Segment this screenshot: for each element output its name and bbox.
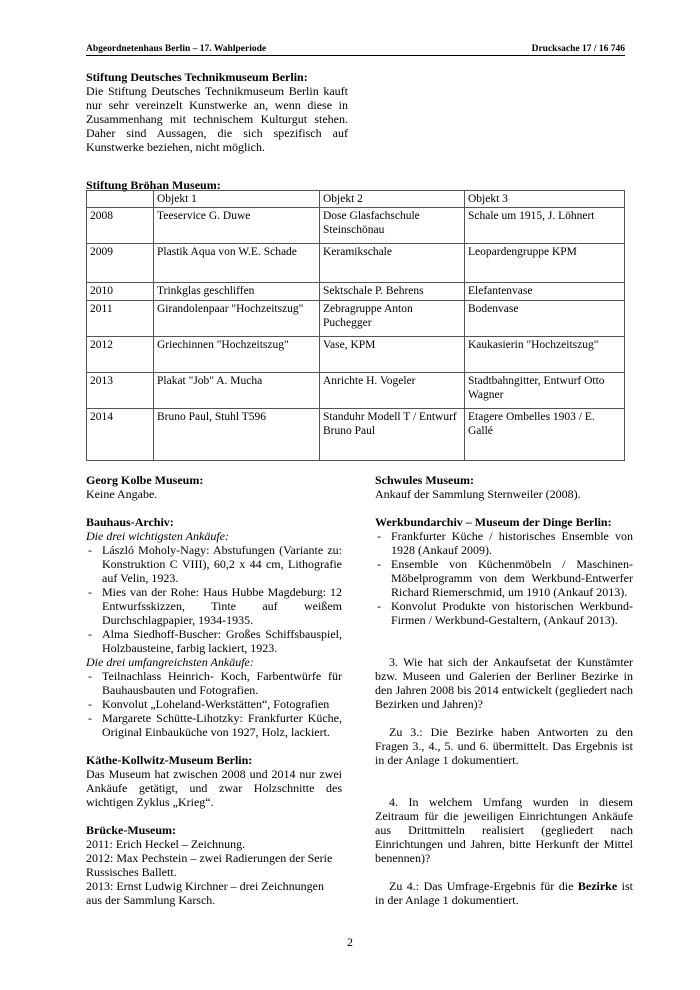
table-cell: Schale um 1915, J. Löhnert bbox=[465, 208, 625, 244]
table-cell: 2014 bbox=[87, 409, 154, 461]
list-item: - Mies van der Rohe: Haus Hubbe Magdeburg: 12 Entwurfsskizzen, Tinte auf weißem Durchschlagpapier, 1934-1935. bbox=[86, 585, 342, 627]
list-item: - Margarete Schütte-Lihotzky: Frankfurter Küche, Original Einbauküche von 1927, Holz, lackiert. bbox=[86, 711, 342, 739]
header-rule bbox=[86, 55, 625, 56]
list-item: - Teilnachlass Heinrich- Koch, Farbentwürfe für Bauhausbauten und Fotografien. bbox=[86, 669, 342, 697]
technik-title: Stiftung Deutsches Technikmuseum Berlin: bbox=[86, 70, 308, 84]
bauhaus-list-2 bbox=[86, 669, 342, 739]
header-right: Drucksache 17 / 16 746 bbox=[531, 44, 625, 54]
table-cell: Trinkglas geschliffen bbox=[154, 283, 320, 301]
table-cell: 2008 bbox=[87, 208, 154, 244]
table-cell: Bodenvase bbox=[465, 301, 625, 337]
right-column bbox=[375, 473, 633, 907]
technik-text: Die Stiftung Deutsches Technikmuseum Berlin kauft nur sehr vereinzelt Kunstwerke an, wenn diese in Zusammenhang mit technischem Kulturgut stehen. Daher sind Aussagen, die sich spezifisch auf Kunstwerke beziehen, nicht möglich. bbox=[86, 84, 348, 154]
answer-4-pre: Zu 4.: Das Umfrage-Ergebnis für die bbox=[389, 879, 578, 893]
table-cell: 2011 bbox=[87, 301, 154, 337]
question-3: 3. Wie hat sich der Ankaufsetat der Kunstämter bzw. Museen und Galerien der Berliner Bezirke in den Jahren 2008 bis 2014 entwickelt (gegliedert nach Bezirken und Jahren)? bbox=[375, 655, 633, 711]
bauhaus-subtitle-2: Die drei umfangreichsten Ankäufe: bbox=[86, 655, 254, 669]
table-header-row bbox=[87, 191, 625, 208]
table-cell: Griechinnen "Hochzeitszug" bbox=[154, 337, 320, 373]
bauhaus-list-1 bbox=[86, 543, 342, 655]
table-cell: Elefantenvase bbox=[465, 283, 625, 301]
table-cell: Etagere Ombelles 1903 / E. Gallé bbox=[465, 409, 625, 461]
table-cell: Bruno Paul, Stuhl T596 bbox=[154, 409, 320, 461]
table-cell: Keramikschale bbox=[320, 244, 465, 283]
bruecke-line: 2012: Max Pechstein – zwei Radierungen der Serie Russisches Ballett. bbox=[86, 851, 333, 879]
table-cell: Sektschale P. Behrens bbox=[320, 283, 465, 301]
question-4: 4. In welchem Umfang wurden in diesem Zeitraum für die jeweiligen Einrichtungen Ankäufe aus Drittmitteln realisiert (gegliedert nach Einrichtungen und Jahren, bitte Herkunft der Mittel benennen)? bbox=[375, 795, 633, 865]
answer-4 bbox=[375, 879, 633, 907]
werkbund-title: Werkbundarchiv – Museum der Dinge Berlin: bbox=[375, 515, 612, 529]
table-cell: Standuhr Modell T / Entwurf Bruno Paul bbox=[320, 409, 465, 461]
left-column bbox=[86, 473, 342, 907]
table-cell: Zebragruppe Anton Puchegger bbox=[320, 301, 465, 337]
table-row bbox=[87, 337, 625, 373]
table-cell: 2010 bbox=[87, 283, 154, 301]
table-cell: 2009 bbox=[87, 244, 154, 283]
table-row bbox=[87, 409, 625, 461]
answer-4-bold: Bezirke bbox=[577, 879, 618, 893]
list-item: - Konvolut Produkte von historischen Werkbund-Firmen / Werkbund-Gestaltern, (Ankauf 2013). bbox=[375, 599, 633, 627]
list-item: - Frankfurter Küche / historisches Ensemble von 1928 (Ankauf 2009). bbox=[375, 529, 633, 557]
table-cell: Leopardengruppe KPM bbox=[465, 244, 625, 283]
table-row bbox=[87, 283, 625, 301]
list-item: - Alma Siedhoff-Buscher: Großes Schiffsbauspiel, Holzbausteine, farbig lackiert, 1923. bbox=[86, 627, 342, 655]
answer-4-post: ist in der Anlage 1 dokumentiert. bbox=[375, 879, 633, 907]
table-cell: Teeservice G. Duwe bbox=[154, 208, 320, 244]
bruecke-title: Brücke-Museum: bbox=[86, 823, 176, 837]
table-cell: Kaukasierin "Hochzeitszug" bbox=[465, 337, 625, 373]
schwules-text: Ankauf der Sammlung Sternweiler (2008). bbox=[375, 487, 581, 501]
schwules-title: Schwules Museum: bbox=[375, 473, 475, 487]
page-number: 2 bbox=[347, 935, 353, 949]
table-cell: Objekt 1 bbox=[154, 191, 320, 208]
table-cell: Stadtbahngitter, Entwurf Otto Wagner bbox=[465, 373, 625, 409]
table-cell: Dose Glasfachschule Steinschönau bbox=[320, 208, 465, 244]
bruecke-line: 2013: Ernst Ludwig Kirchner – drei Zeichnungen aus der Sammlung Karsch. bbox=[86, 879, 324, 907]
table-cell: Anrichte H. Vogeler bbox=[320, 373, 465, 409]
table-cell: Plakat "Job" A. Mucha bbox=[154, 373, 320, 409]
list-item: - Konvolut „Loheland-Werkstätten“, Fotografien bbox=[86, 697, 342, 711]
kolbe-text: Keine Angabe. bbox=[86, 487, 158, 501]
table-cell: Girandolenpaar "Hochzeitszug" bbox=[154, 301, 320, 337]
table-cell: Plastik Aqua von W.E. Schade bbox=[154, 244, 320, 283]
broehan-table bbox=[86, 190, 625, 461]
kolbe-title: Georg Kolbe Museum: bbox=[86, 473, 204, 487]
table-row bbox=[87, 301, 625, 337]
technik-section bbox=[86, 70, 348, 154]
table-row bbox=[87, 373, 625, 409]
table-row bbox=[87, 244, 625, 283]
kollwitz-title: Käthe-Kollwitz-Museum Berlin: bbox=[86, 753, 253, 767]
table-cell: Objekt 3 bbox=[465, 191, 625, 208]
table-cell: Vase, KPM bbox=[320, 337, 465, 373]
bauhaus-subtitle-1: Die drei wichtigsten Ankäufe: bbox=[86, 529, 229, 543]
kollwitz-text: Das Museum hat zwischen 2008 und 2014 nur zwei Ankäufe getätigt, und zwar Holzschnitte des wichtigen Zyklus „Krieg“. bbox=[86, 767, 342, 809]
bruecke-line: 2011: Erich Heckel – Zeichnung. bbox=[86, 837, 246, 851]
bauhaus-title: Bauhaus-Archiv: bbox=[86, 515, 174, 529]
list-item: - Ensemble von Küchenmöbeln / Maschinen-Möbelprogramm von dem Werkbund-Entwerfer Richard Riemerschmid, um 1910 (Ankauf 2013). bbox=[375, 557, 633, 599]
header-left: Abgeordnetenhaus Berlin – 17. Wahlperiode bbox=[86, 44, 267, 54]
werkbund-list bbox=[375, 529, 633, 627]
list-item: - László Moholy-Nagy: Abstufungen (Variante zu: Konstruktion C VIII), 60,2 x 44 cm, Lithografie auf Velin, 1923. bbox=[86, 543, 342, 585]
table-cell: 2012 bbox=[87, 337, 154, 373]
answer-3: Zu 3.: Die Bezirke haben Antworten zu den Fragen 3., 4., 5. und 6. übermittelt. Das Ergebnis ist in der Anlage 1 dokumentiert. bbox=[375, 725, 633, 767]
table-cell bbox=[87, 191, 154, 208]
table-row bbox=[87, 208, 625, 244]
table-cell: Objekt 2 bbox=[320, 191, 465, 208]
broehan-title: Stiftung Bröhan Museum: bbox=[86, 178, 221, 192]
table-cell: 2013 bbox=[87, 373, 154, 409]
